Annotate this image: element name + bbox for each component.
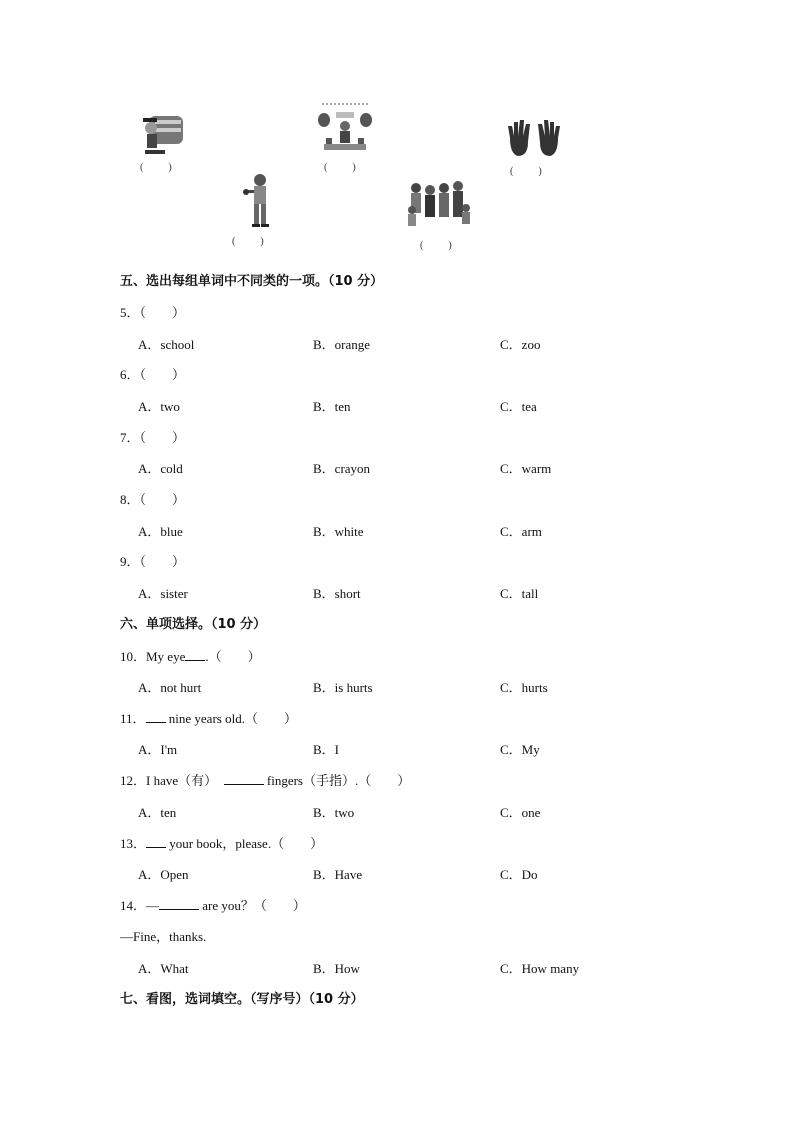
stem-text: .（ ） <box>205 649 261 664</box>
family-picture <box>404 180 476 230</box>
option-c[interactable]: C．warm <box>500 461 552 476</box>
stem-text: 13． <box>120 836 147 851</box>
question-number: 6．（ ） <box>120 367 186 382</box>
option-b[interactable]: B．crayon <box>313 461 371 476</box>
option-b[interactable]: B．Have <box>313 867 363 882</box>
option-a[interactable]: A．cold <box>138 461 183 476</box>
option-a[interactable]: A．ten <box>138 805 177 820</box>
option-c[interactable]: C．How many <box>500 961 580 976</box>
stem-text: fingers（手指）.（ ） <box>263 773 411 788</box>
option-c[interactable]: C．arm <box>500 524 542 539</box>
option-b[interactable]: B．white <box>313 524 364 539</box>
fill-blank[interactable] <box>146 710 166 723</box>
option-a[interactable]: A．two <box>138 399 180 414</box>
hands-picture <box>504 116 564 160</box>
dialogue-reply: —Fine，thanks. <box>120 929 207 944</box>
option-a[interactable]: A．not hurt <box>138 680 202 695</box>
option-c[interactable]: C．tall <box>500 586 539 601</box>
section-7-heading: 七、看图，选词填空。（写序号）（10 分） <box>120 992 364 1007</box>
picture-answer-blank-4[interactable]: ( ) <box>232 236 264 247</box>
stem-text: your book，please.（ ） <box>166 836 324 851</box>
option-c[interactable]: C．zoo <box>500 337 541 352</box>
option-a[interactable]: A．sister <box>138 586 188 601</box>
option-c[interactable]: C．My <box>500 742 540 757</box>
question-stem <box>120 770 410 789</box>
fill-blank[interactable] <box>159 897 199 910</box>
stem-text: 14．— <box>120 898 160 913</box>
question-number: 9．（ ） <box>120 554 186 569</box>
boy-eating-picture <box>240 172 280 232</box>
stem-text: nine years old.（ ） <box>165 711 297 726</box>
option-c[interactable]: C．hurts <box>500 680 548 695</box>
question-stem <box>120 708 297 727</box>
question-number: 7．（ ） <box>120 430 186 445</box>
picture-answer-blank-2[interactable]: ( ) <box>324 162 356 173</box>
option-b[interactable]: B．I <box>313 742 340 757</box>
option-b[interactable]: B．How <box>313 961 360 976</box>
section-5-heading: 五、选出每组单词中不同类的一项。（10 分） <box>120 274 384 289</box>
fill-blank[interactable] <box>146 835 166 848</box>
question-stem <box>120 895 306 914</box>
question-stem <box>120 646 261 665</box>
option-b[interactable]: B．orange <box>313 337 371 352</box>
fill-blank[interactable] <box>224 772 264 785</box>
option-a[interactable]: A．What <box>138 961 189 976</box>
birthday-party-picture <box>314 100 376 158</box>
option-b[interactable]: B．short <box>313 586 361 601</box>
stem-text: are you？（ ） <box>199 898 306 913</box>
option-c[interactable]: C．tea <box>500 399 537 414</box>
section-6-heading: 六、单项选择。（10 分） <box>120 617 267 632</box>
stem-text: 12．I have（有） <box>120 773 224 788</box>
option-c[interactable]: C．Do <box>500 867 538 882</box>
stem-text: 10．My eye <box>120 649 186 664</box>
option-c[interactable]: C．one <box>500 805 541 820</box>
option-b[interactable]: B．two <box>313 805 355 820</box>
option-a[interactable]: A．Open <box>138 867 189 882</box>
picture-answer-blank-1[interactable]: ( ) <box>140 162 172 173</box>
option-b[interactable]: B．ten <box>313 399 351 414</box>
stem-text: 11． <box>120 711 146 726</box>
question-stem <box>120 833 323 852</box>
option-b[interactable]: B．is hurts <box>313 680 373 695</box>
picture-answer-blank-5[interactable]: ( ) <box>420 240 452 251</box>
option-a[interactable]: A．school <box>138 337 195 352</box>
option-a[interactable]: A．I'm <box>138 742 178 757</box>
question-number: 5．（ ） <box>120 305 186 320</box>
option-a[interactable]: A．blue <box>138 524 183 539</box>
graduate-picture <box>137 108 197 160</box>
picture-answer-blank-3[interactable]: ( ) <box>510 166 542 177</box>
question-number: 8．（ ） <box>120 492 186 507</box>
fill-blank[interactable] <box>185 648 205 661</box>
